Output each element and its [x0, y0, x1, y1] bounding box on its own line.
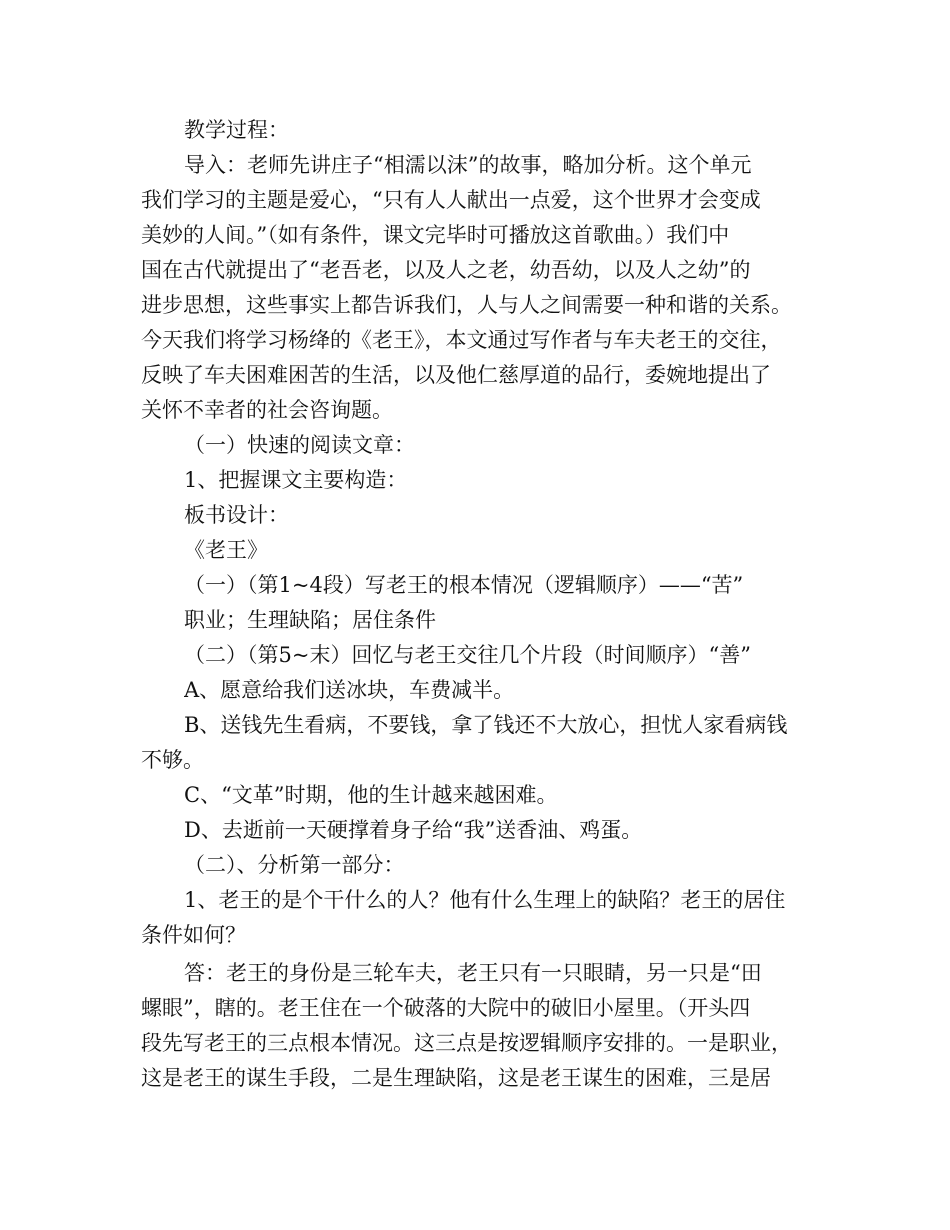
- section-heading: （二）、分析第一部分：: [184, 853, 405, 877]
- text-line: 1、老王的是个干什么的人？他有什么生理上的缺陷？老王的居住: [184, 888, 786, 912]
- text-line: 国在古代就提出了“老吾老，以及人之老，幼吾幼，以及人之幼”的: [141, 258, 751, 282]
- text-line: A、愿意给我们送冰块，车费减半。: [184, 678, 515, 702]
- text-line: 答：老王的身份是三轮车夫，老王只有一只眼睛，另一只是“田: [184, 961, 762, 985]
- text-line: D、去逝前一天硬撑着身子给“我”送香油、鸡蛋。: [184, 818, 643, 842]
- text-line: （一）（第1~4段）写老王的根本情况（逻辑顺序）——“苦”: [184, 573, 744, 597]
- text-line: 条件如何？: [141, 923, 246, 947]
- board-title: 《老王》: [184, 538, 268, 562]
- text-line: 螺眼”，瞎的。老王住在一个破落的大院中的破旧小屋里。（开头四: [141, 996, 751, 1020]
- text-line: （二）（第5~末）回忆与老王交往几个片段（时间顺序）“善”: [184, 643, 751, 667]
- text-line: C、“文革”时期，他的生计越来越困难。: [184, 783, 558, 807]
- text-line: 反映了车夫困难困苦的生活，以及他仁慈厚道的品行，委婉地提出了: [141, 363, 771, 387]
- text-line: 教学过程：: [184, 118, 289, 142]
- text-line: 板书设计：: [184, 503, 289, 527]
- text-line: 进步思想，这些事实上都告诉我们，人与人之间需要一种和谐的关系。: [141, 293, 792, 317]
- text-line: 1、把握课文主要构造：: [184, 468, 408, 492]
- text-line: 这是老王的谋生手段，二是生理缺陷，这是老王谋生的困难，三是居: [141, 1066, 771, 1090]
- text-line: 关怀不幸者的社会咨询题。: [141, 398, 393, 422]
- text-line: 今天我们将学习杨绛的《老王》，本文通过写作者与车夫老王的交往，: [141, 328, 782, 352]
- text-line: 导入：老师先讲庄子“相濡以沫”的故事，略加分析。这个单元: [184, 153, 752, 177]
- text-line: 职业；生理缺陷；居住条件: [184, 608, 436, 632]
- text-line: B、送钱先生看病，不要钱，拿了钱还不大放心，担忧人家看病钱: [184, 713, 788, 737]
- text-line: 美妙的人间。”（如有条件，课文完毕时可播放这首歌曲。）我们中: [141, 223, 730, 247]
- section-heading: （一）快速的阅读文章：: [184, 433, 415, 457]
- text-line: 段先写老王的三点根本情况。这三点是按逻辑顺序安排的。一是职业，: [141, 1031, 792, 1055]
- text-line: 我们学习的主题是爱心，“只有人人献出一点爱，这个世界才会变成: [141, 188, 761, 212]
- text-line: 不够。: [141, 748, 204, 772]
